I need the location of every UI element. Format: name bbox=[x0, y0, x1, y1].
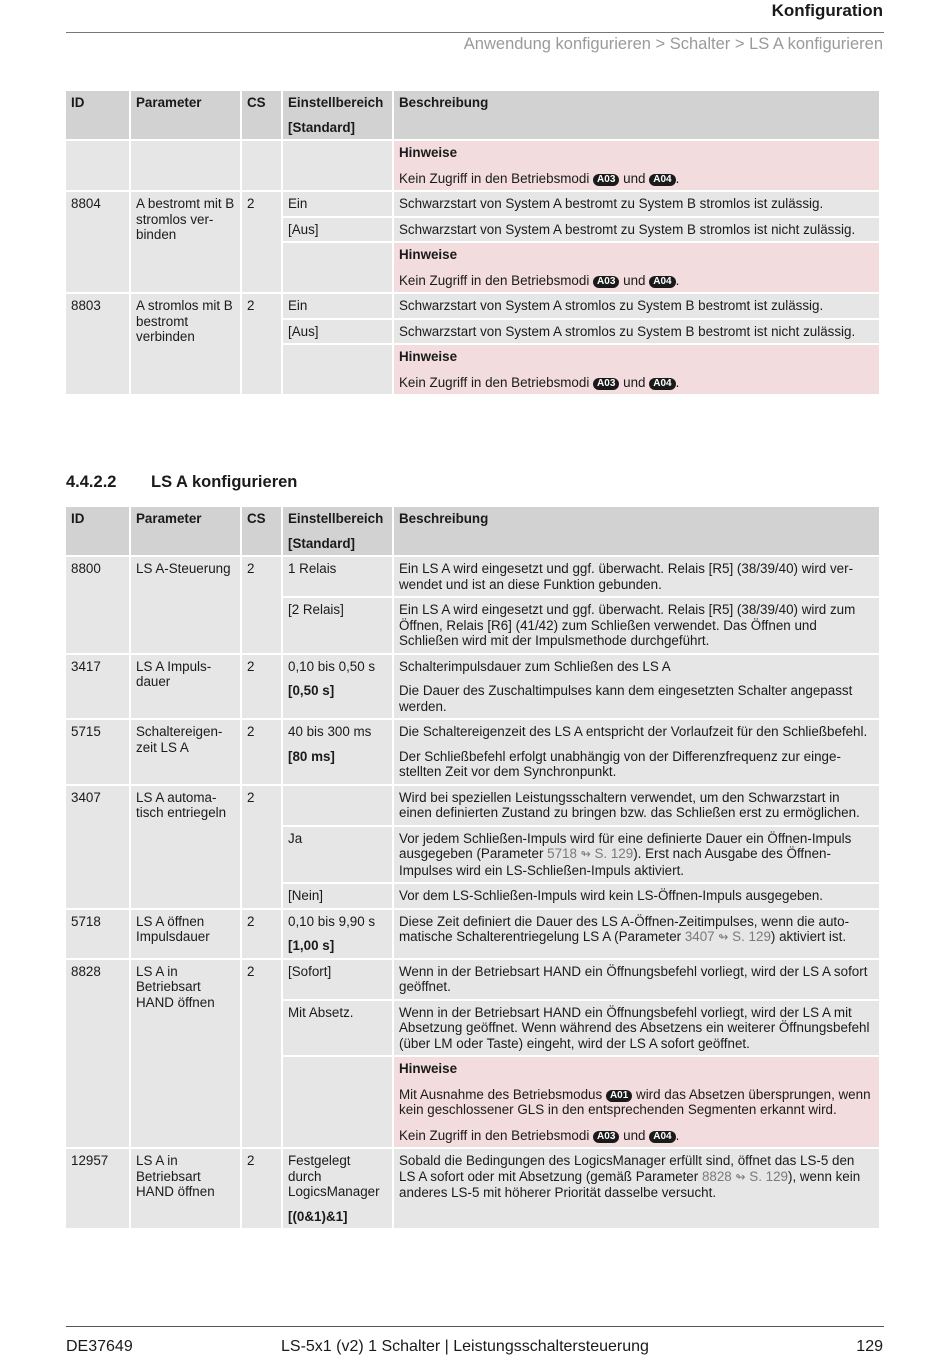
default-value: [80 ms] bbox=[288, 748, 335, 764]
footer-doc-title: LS-5x1 (v2) 1 Schalter | Leistungsschaltersteuerung bbox=[281, 1338, 649, 1355]
param-option: Ja bbox=[283, 827, 392, 883]
table-row bbox=[66, 192, 879, 216]
footer-divider bbox=[66, 1326, 884, 1327]
param-cs: 2 bbox=[242, 910, 281, 958]
param-option: Mit Absetz. bbox=[283, 1001, 392, 1056]
table-row bbox=[66, 786, 879, 825]
page-ref-arrow-icon: ↬ bbox=[580, 847, 591, 861]
param-cs: 2 bbox=[242, 557, 281, 653]
table-row bbox=[66, 1149, 879, 1228]
parameter-table-1 bbox=[64, 89, 881, 396]
empty-cell bbox=[283, 243, 392, 292]
empty-cell bbox=[283, 141, 392, 190]
default-value: [0,50 s] bbox=[288, 683, 335, 698]
param-range bbox=[283, 910, 392, 958]
param-id: 8803 bbox=[66, 294, 129, 394]
param-description: Schwarzstart von System A bestromt zu System B stromlos ist zulässig. bbox=[394, 192, 879, 216]
col-header-range bbox=[283, 507, 392, 555]
mode-badge-a03: A03 bbox=[593, 174, 619, 186]
range-value: 0,10 bis 9,90 s bbox=[288, 913, 376, 929]
table-header-row bbox=[66, 507, 879, 555]
param-option: Ein bbox=[283, 294, 392, 318]
mode-badge-a03: A03 bbox=[593, 1131, 619, 1143]
param-ref-link[interactable]: 3407 ↬ S. 129 bbox=[684, 929, 771, 944]
range-value: Festgelegt durch LogicsManager bbox=[288, 1153, 380, 1199]
param-name: LS A in Betriebsart HAND öffnen bbox=[131, 1149, 240, 1228]
empty-cell bbox=[242, 141, 281, 190]
col-header-id: ID bbox=[66, 507, 129, 555]
param-option-default: [Sofort] bbox=[283, 960, 392, 999]
param-description: Vor jedem Schließen-Impuls wird für eine definierte Dauer ein Öffnen-Impuls ausgegeben (Parameter 5718 ↬ S. 129). Erst nach Ausgabe des Öffnen-Impulses wird ein LS-Schließen-Impuls aktiviert. bbox=[394, 827, 879, 883]
param-description: Diese Zeit definiert die Dauer des LS A-Öffnen-Zeitimpulses, wenn die automatische Schalterentriegelung LS A (Parameter 3407 ↬ S. 129) aktiviert ist. bbox=[394, 910, 879, 958]
param-cs: 2 bbox=[242, 655, 281, 719]
default-value: [1,00 s] bbox=[288, 938, 335, 953]
empty-cell bbox=[131, 141, 240, 190]
param-description: Schwarzstart von System A stromlos zu System B bestromt ist zulässig. bbox=[394, 294, 879, 318]
hint-no-access: Kein Zugriff in den Betriebsmodi A03 und A04 . bbox=[399, 272, 680, 288]
param-description: Vor dem LS-Schließen-Impuls wird kein LS-Öffnen-Impuls ausgegeben. bbox=[394, 884, 879, 908]
empty-cell bbox=[283, 1057, 392, 1147]
param-cs: 2 bbox=[242, 786, 281, 908]
col-header-description: Beschreibung bbox=[394, 91, 879, 139]
page-ref-arrow-icon: ↬ bbox=[735, 1169, 746, 1184]
hint-box bbox=[394, 141, 879, 190]
page-ref-arrow-icon: ↬ bbox=[718, 930, 729, 944]
footer-doc-id: DE37649 bbox=[66, 1338, 133, 1355]
empty-cell bbox=[283, 345, 392, 394]
param-description: Schwarzstart von System A bestromt zu System B stromlos ist nicht zulässig. bbox=[394, 218, 879, 242]
param-description bbox=[394, 655, 879, 719]
param-id: 8828 bbox=[66, 960, 129, 1148]
table-header-row bbox=[66, 91, 879, 139]
header-divider bbox=[66, 32, 884, 33]
col-header-default-label: [Standard] bbox=[288, 119, 355, 135]
param-id: 5718 bbox=[66, 910, 129, 958]
breadcrumb: Anwendung konfigurieren > Schalter > LS A konfigurieren bbox=[463, 35, 883, 53]
param-name: A bestromt mit B stromlos verbinden bbox=[131, 192, 240, 292]
hint-box bbox=[394, 345, 879, 394]
param-id: 8800 bbox=[66, 557, 129, 653]
empty-cell bbox=[66, 141, 129, 190]
col-header-range bbox=[283, 91, 392, 139]
param-option-default: [2 Relais] bbox=[283, 598, 392, 653]
desc-line: Die Dauer des Zuschaltimpulses kann dem eingesetzten Schalter angepasst werden. bbox=[399, 683, 853, 714]
col-header-cs: CS bbox=[242, 507, 281, 555]
param-id: 8804 bbox=[66, 192, 129, 292]
param-option-default: [Aus] bbox=[283, 218, 392, 242]
hint-no-access: Kein Zugriff in den Betriebsmodi A03 und A04 . bbox=[399, 1127, 680, 1143]
param-id: 3407 bbox=[66, 786, 129, 908]
param-description: Wenn in der Betriebsart HAND ein Öffnungsbefehl vorliegt, wird der LS A mit Absetzung geöffnet. Wenn während des Absetzens ein weiterer Öffnungsbefehl (über LM oder Taste) eingeht, wird der LS A sofort geöffnet. bbox=[394, 1001, 879, 1056]
param-option-default: [Aus] bbox=[283, 320, 392, 344]
mode-badge-a01: A01 bbox=[606, 1090, 632, 1102]
param-cs: 2 bbox=[242, 720, 281, 784]
chapter-title: Konfiguration bbox=[771, 1, 883, 20]
range-value: 40 bis 300 ms bbox=[288, 724, 372, 739]
parameter-table-2 bbox=[64, 505, 881, 1230]
table-row bbox=[66, 720, 879, 784]
param-option: 1 Relais bbox=[283, 557, 392, 596]
param-option: Ein bbox=[283, 192, 392, 216]
table-row bbox=[66, 960, 879, 999]
param-name: LS A in Betriebsart HAND öffnen bbox=[131, 960, 240, 1148]
param-option-default: [Nein] bbox=[283, 884, 392, 908]
hint-title: Hinweise bbox=[399, 145, 458, 160]
param-name: LS A öffnen Impulsdauer bbox=[131, 910, 240, 958]
mode-badge-a03: A03 bbox=[593, 378, 619, 390]
param-description: Wenn in der Betriebsart HAND ein Öffnungsbefehl vorliegt, wird der LS A sofort geöffnet. bbox=[394, 960, 879, 999]
param-range bbox=[283, 720, 392, 784]
param-range bbox=[283, 1149, 392, 1228]
col-header-range-label: Einstellbereich bbox=[288, 95, 384, 110]
hint-box bbox=[394, 1057, 879, 1147]
hint-title: Hinweise bbox=[399, 247, 458, 262]
param-range bbox=[283, 655, 392, 719]
table-row bbox=[66, 655, 879, 719]
hint-no-access: Kein Zugriff in den Betriebsmodi A03 und A04 . bbox=[399, 170, 680, 186]
desc-line: Die Schaltereigenzeit des LS A entspricht der Vorlaufzeit für den Schließbefehl. bbox=[399, 724, 868, 739]
col-header-cs: CS bbox=[242, 91, 281, 139]
col-header-description: Beschreibung bbox=[394, 507, 879, 555]
param-name: Schaltereigenzeit LS A bbox=[131, 720, 240, 784]
table-row bbox=[66, 557, 879, 596]
col-header-parameter: Parameter bbox=[131, 91, 240, 139]
param-cs: 2 bbox=[242, 1149, 281, 1228]
table-row bbox=[66, 910, 879, 958]
param-cs: 2 bbox=[242, 960, 281, 1148]
param-description: Schwarzstart von System A stromlos zu System B bestromt ist nicht zulässig. bbox=[394, 320, 879, 344]
desc-line: Schalterimpulsdauer zum Schließen des LS A bbox=[399, 658, 671, 674]
param-id: 3417 bbox=[66, 655, 129, 719]
range-value: 0,10 bis 0,50 s bbox=[288, 658, 376, 674]
col-header-parameter: Parameter bbox=[131, 507, 240, 555]
param-id: 12957 bbox=[66, 1149, 129, 1228]
mode-badge-a04: A04 bbox=[649, 174, 675, 186]
param-description: Ein LS A wird eingesetzt und ggf. überwacht. Relais [R5] (38/39/40) wird verwendet und ist an diese Funktion gebunden. bbox=[394, 557, 879, 596]
hint-a01-note: Mit Ausnahme des Betriebsmodus A01 wird das Absetzen übersprungen, wenn kein geschlossener GLS in den entsprechenden Segmenten erkannt wird. bbox=[399, 1086, 871, 1117]
param-name: A stromlos mit B bestromt verbinden bbox=[131, 294, 240, 394]
mode-badge-a04: A04 bbox=[649, 378, 675, 390]
hint-no-access: Kein Zugriff in den Betriebsmodi A03 und A04 . bbox=[399, 374, 680, 390]
param-ref-link[interactable]: 8828 ↬ S. 129 bbox=[701, 1168, 788, 1184]
param-id: 5715 bbox=[66, 720, 129, 784]
param-name: LS A-Steuerung bbox=[131, 557, 240, 653]
mode-badge-a03: A03 bbox=[593, 276, 619, 288]
col-header-id: ID bbox=[66, 91, 129, 139]
section-number: 4.4.2.2 bbox=[66, 473, 117, 491]
default-value: [(0&1)&1] bbox=[288, 1208, 348, 1224]
param-description: Sobald die Bedingungen des LogicsManager erfüllt sind, öffnet das LS-5 den LS A sofort oder mit Absetzung (gemäß Parameter 8828 ↬ S. 129), wenn kein anderes LS-5 mit höherer Priorität dasselbe versucht. bbox=[394, 1149, 879, 1228]
footer-page-number: 129 bbox=[856, 1338, 883, 1355]
table-row bbox=[66, 294, 879, 318]
table-row bbox=[66, 141, 879, 190]
param-description: Wird bei speziellen Leistungsschaltern verwendet, um den Schwarzstart in einen definierten Zustand zu bringen bzw. das Schließen erst zu ermöglichen. bbox=[394, 786, 879, 825]
empty-cell bbox=[283, 786, 392, 825]
mode-badge-a04: A04 bbox=[649, 276, 675, 288]
param-ref-link[interactable]: 5718 ↬ S. 129 bbox=[547, 846, 634, 861]
mode-badge-a04: A04 bbox=[649, 1131, 675, 1143]
param-description: Ein LS A wird eingesetzt und ggf. überwacht. Relais [R5] (38/39/40) wird zum Öffnen, Relais [R6] (41/42) zum Schließen verwendet. Das Öffnen und Schließen wird mit der Impulsmethode durchgeführt. bbox=[394, 598, 879, 653]
param-cs: 2 bbox=[242, 192, 281, 292]
hint-title: Hinweise bbox=[399, 349, 458, 364]
hint-title: Hinweise bbox=[399, 1061, 458, 1076]
section-title: LS A konfigurieren bbox=[151, 473, 298, 491]
param-description bbox=[394, 720, 879, 784]
col-header-default-label: [Standard] bbox=[288, 535, 355, 551]
col-header-range-label: Einstellbereich bbox=[288, 511, 384, 526]
param-cs: 2 bbox=[242, 294, 281, 394]
desc-line: Der Schließbefehl erfolgt unabhängig von der Differenzfrequenz zur eingestellten Zeit vor dem Synchronpunkt. bbox=[399, 748, 841, 779]
param-name: LS A automatisch entriegeln bbox=[131, 786, 240, 908]
hint-box bbox=[394, 243, 879, 292]
param-name: LS A Impulsdauer bbox=[131, 655, 240, 719]
